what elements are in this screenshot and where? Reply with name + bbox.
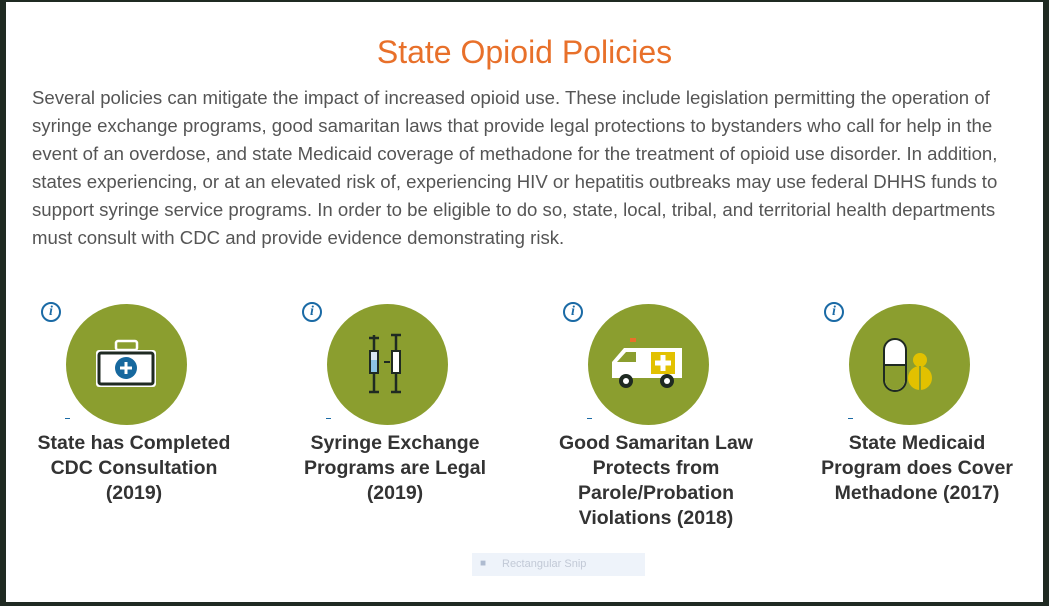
medical-kit-icon — [66, 304, 187, 425]
policy-label: State Medicaid Program does Cover Methadone (2017) — [821, 432, 1013, 504]
info-icon[interactable]: i — [563, 302, 583, 322]
info-icon[interactable]: i — [41, 302, 61, 322]
rectangular-snip-overlay[interactable] — [472, 553, 645, 576]
snip-icon: ■ — [480, 558, 487, 569]
policy-label: State has Completed CDC Consultation (2019) — [37, 432, 231, 504]
pills-icon — [849, 304, 970, 425]
syringes-icon — [327, 304, 448, 425]
focus-marker — [326, 418, 331, 419]
focus-marker — [587, 418, 592, 419]
ambulance-icon — [588, 304, 709, 425]
intro-paragraph: Several policies can mitigate the impact of increased opioid use. These include legislation permitting the operation of syringe exchange programs, good samaritan laws that provide legal protections to bystanders who call for help in the event of an overdose, and state Medicaid coverage of methadone for the treatment of opioid use disorder. In addition, states experiencing, or at an elevated risk of, experiencing HIV or hepatitis outbreaks may use federal DHHS funds to support syringe service programs. In order to be eligible to do so, state, local, tribal, and territorial health departments must consult with CDC and provide evidence demonstrating risk. — [32, 87, 998, 248]
policy-label: Syringe Exchange Programs are Legal (2019) — [303, 432, 487, 504]
info-icon[interactable]: i — [824, 302, 844, 322]
snip-label: Rectangular Snip — [502, 558, 587, 570]
info-icon[interactable]: i — [302, 302, 322, 322]
content-panel — [6, 2, 1043, 602]
policy-label: Good Samaritan Law Protects from Parole/Probation Violations (2018) — [559, 432, 753, 529]
page-title: State Opioid Policies — [376, 34, 673, 70]
focus-marker — [848, 418, 853, 419]
focus-marker — [65, 418, 70, 419]
